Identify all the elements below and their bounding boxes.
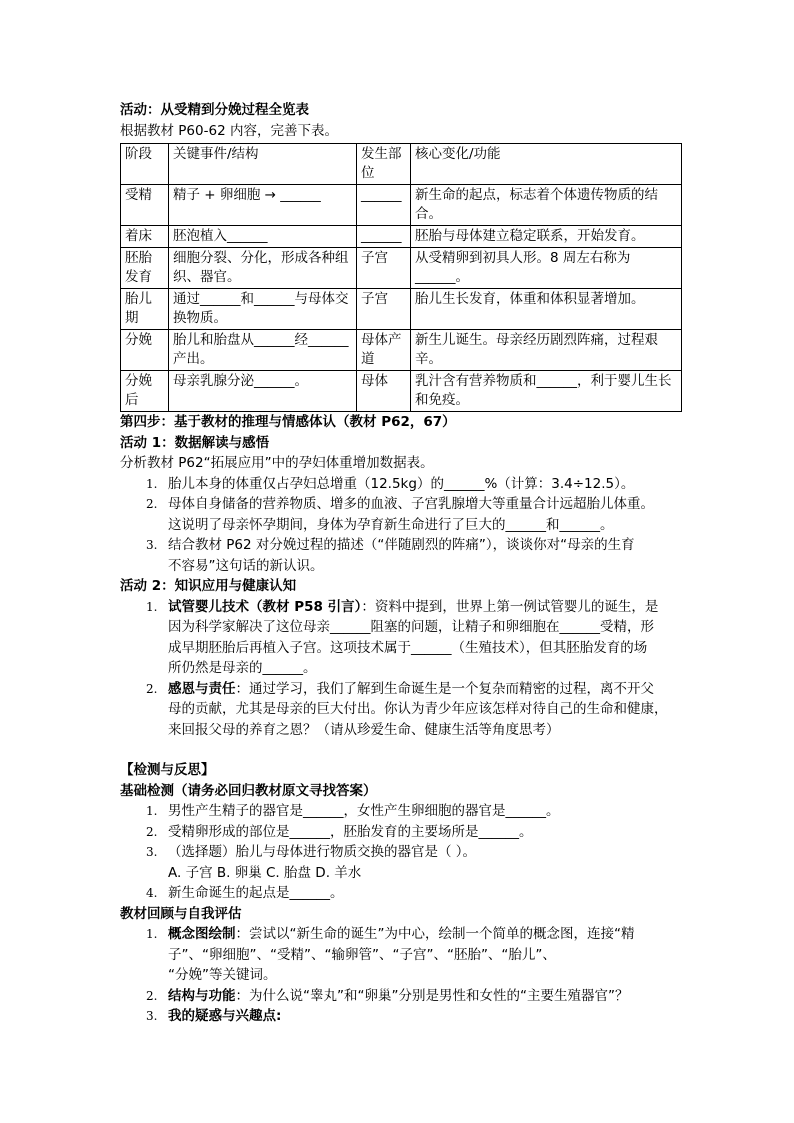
- list-item: 3. 结合教材 P62 对分娩过程的描述（“伴随剧烈的阵痛”），谈谈你对“母亲的生育: [146, 537, 635, 553]
- list-item-continuation: 因为科学家解决了这位母亲______阻塞的问题，让精子和卵细胞在______受精，形: [168, 619, 654, 635]
- cell-event: 精子 + 卵细胞 → ______: [169, 185, 357, 226]
- list-item: 1. 试管婴儿技术（教材 P58 引言）：资料中提到，世界上第一例试管婴儿的诞生，是: [146, 598, 659, 615]
- cell-change: 从受精卵到初具人形。8 周左右称为______。: [411, 248, 682, 289]
- cell-change: 新生儿诞生。母亲经历剧烈阵痛，过程艰辛。: [411, 330, 682, 371]
- list-item: 3. 我的疑惑与兴趣点:: [146, 1008, 282, 1024]
- header-event: 关键事件/结构: [169, 144, 357, 185]
- cell-place: 子宫: [357, 289, 411, 330]
- cell-place: 母体产道: [357, 330, 411, 371]
- table-row: [121, 226, 682, 248]
- list-item: 2. 受精卵形成的部位是______，胚胎发育的主要场所是______。: [146, 823, 533, 840]
- list-item-continuation: 来回报父母的养育之恩？（请从珍爱生命、健康生活等角度思考）: [168, 721, 560, 738]
- cell-event: 通过______和______与母体交换物质。: [169, 289, 357, 330]
- cell-event: 胚泡植入______: [169, 226, 357, 248]
- list-item: 2. 感恩与责任：通过学习，我们了解到生命诞生是一个复杂而精密的过程，离不开父: [146, 680, 654, 697]
- table-intro: 根据教材 P60-62 内容，完善下表。: [120, 122, 338, 139]
- list-item: 2. 结构与功能：为什么说“睾丸”和“卵巢”分别是男性和女性的“主要生殖器官”？: [146, 987, 629, 1004]
- cell-place: ______: [357, 185, 411, 226]
- cell-place: ______: [357, 226, 411, 248]
- activity1-title: 活动 1：数据解读与感悟: [120, 434, 270, 451]
- cell-event: 细胞分裂、分化，形成各种组织、器官。: [169, 248, 357, 289]
- process-table: [120, 143, 682, 412]
- choice-options: A. 子宫 B. 卵巢 C. 胎盘 D. 羊水: [168, 864, 362, 881]
- activity-title: 活动：从受精到分娩过程全览表: [120, 102, 309, 118]
- table-row: [121, 289, 682, 330]
- document-page: [120, 100, 690, 1027]
- activity1-intro: 分析教材 P62“拓展应用”中的孕妇体重增加数据表。: [120, 455, 434, 471]
- list-item-continuation: 子”、“卵细胞”、“受精”、“输卵管”、“子宫”、“胚胎”、“胎儿”、: [168, 946, 556, 963]
- table-header-row: [121, 144, 682, 185]
- basic-test-title: 基础检测（请务必回归教材原文寻找答案）: [120, 782, 377, 799]
- cell-change: 胎儿生长发育，体重和体积显著增加。: [411, 289, 682, 330]
- list-item: 3. （选择题）胎儿与母体进行物质交换的器官是（ ）。: [146, 844, 477, 860]
- cell-stage: 胎儿期: [121, 289, 169, 330]
- header-stage: 阶段: [121, 144, 169, 185]
- list-item-continuation: “分娩”等关键词。: [168, 967, 277, 983]
- list-item-continuation: 母的贡献，尤其是母亲的巨大付出。你认为青少年应该怎样对待自己的生命和健康，: [168, 701, 668, 717]
- cell-event: 胎儿和胎盘从______经______产出。: [169, 330, 357, 371]
- review-title: 教材回顾与自我评估: [120, 905, 242, 922]
- list-item: 1. 概念图绘制：尝试以“新生命的诞生”为中心，绘制一个简单的概念图，连接“精: [146, 926, 635, 942]
- cell-stage: 着床: [121, 226, 169, 248]
- cell-change: 胚胎与母体建立稳定联系，开始发育。: [411, 226, 682, 248]
- list-item: 2. 母体自身储备的营养物质、增多的血液、子宫乳腺增大等重量合计远超胎儿体重。: [146, 496, 654, 512]
- cell-stage: 胚胎发育: [121, 248, 169, 289]
- table-row: [121, 185, 682, 226]
- cell-place: 母体: [357, 371, 411, 412]
- list-item-continuation: 不容易”这句话的新认识。: [168, 557, 324, 574]
- list-item-continuation: 所仍然是母亲的______。: [168, 660, 317, 676]
- table-row: [121, 371, 682, 412]
- cell-change: 乳汁含有营养物质和______，利于婴儿生长和免疫。: [411, 371, 682, 412]
- cell-stage: 分娩后: [121, 371, 169, 412]
- list-item: 4. 新生命诞生的起点是______。: [146, 885, 344, 901]
- list-item-continuation: 成早期胚胎后再植入子宫。这项技术属于______（生殖技术），但其胚胎发育的场: [168, 639, 648, 656]
- list-item: 1. 男性产生精子的器官是______，女性产生卵细胞的器官是______。: [146, 803, 560, 819]
- cell-stage: 受精: [121, 185, 169, 226]
- header-change: 核心变化/功能: [411, 144, 682, 185]
- cell-stage: 分娩: [121, 330, 169, 371]
- step4-heading: 第四步：基于教材的推理与情感体认（教材 P62，67）: [120, 414, 456, 430]
- check-reflect-title: 【检测与反思】: [120, 762, 215, 778]
- cell-place: 子宫: [357, 248, 411, 289]
- activity2-title: 活动 2：知识应用与健康认知: [120, 578, 297, 594]
- list-item-continuation: 这说明了母亲怀孕期间，身体为孕育新生命进行了巨大的______和______。: [168, 516, 614, 533]
- table-row: [121, 330, 682, 371]
- cell-change: 新生命的起点，标志着个体遗传物质的结合。: [411, 185, 682, 226]
- header-place: 发生部位: [357, 144, 411, 185]
- list-item: 1. 胎儿本身的体重仅占孕妇总增重（12.5kg）的______%（计算：3.4÷12.5）。: [146, 475, 635, 492]
- table-row: [121, 248, 682, 289]
- cell-event: 母亲乳腺分泌______。: [169, 371, 357, 412]
